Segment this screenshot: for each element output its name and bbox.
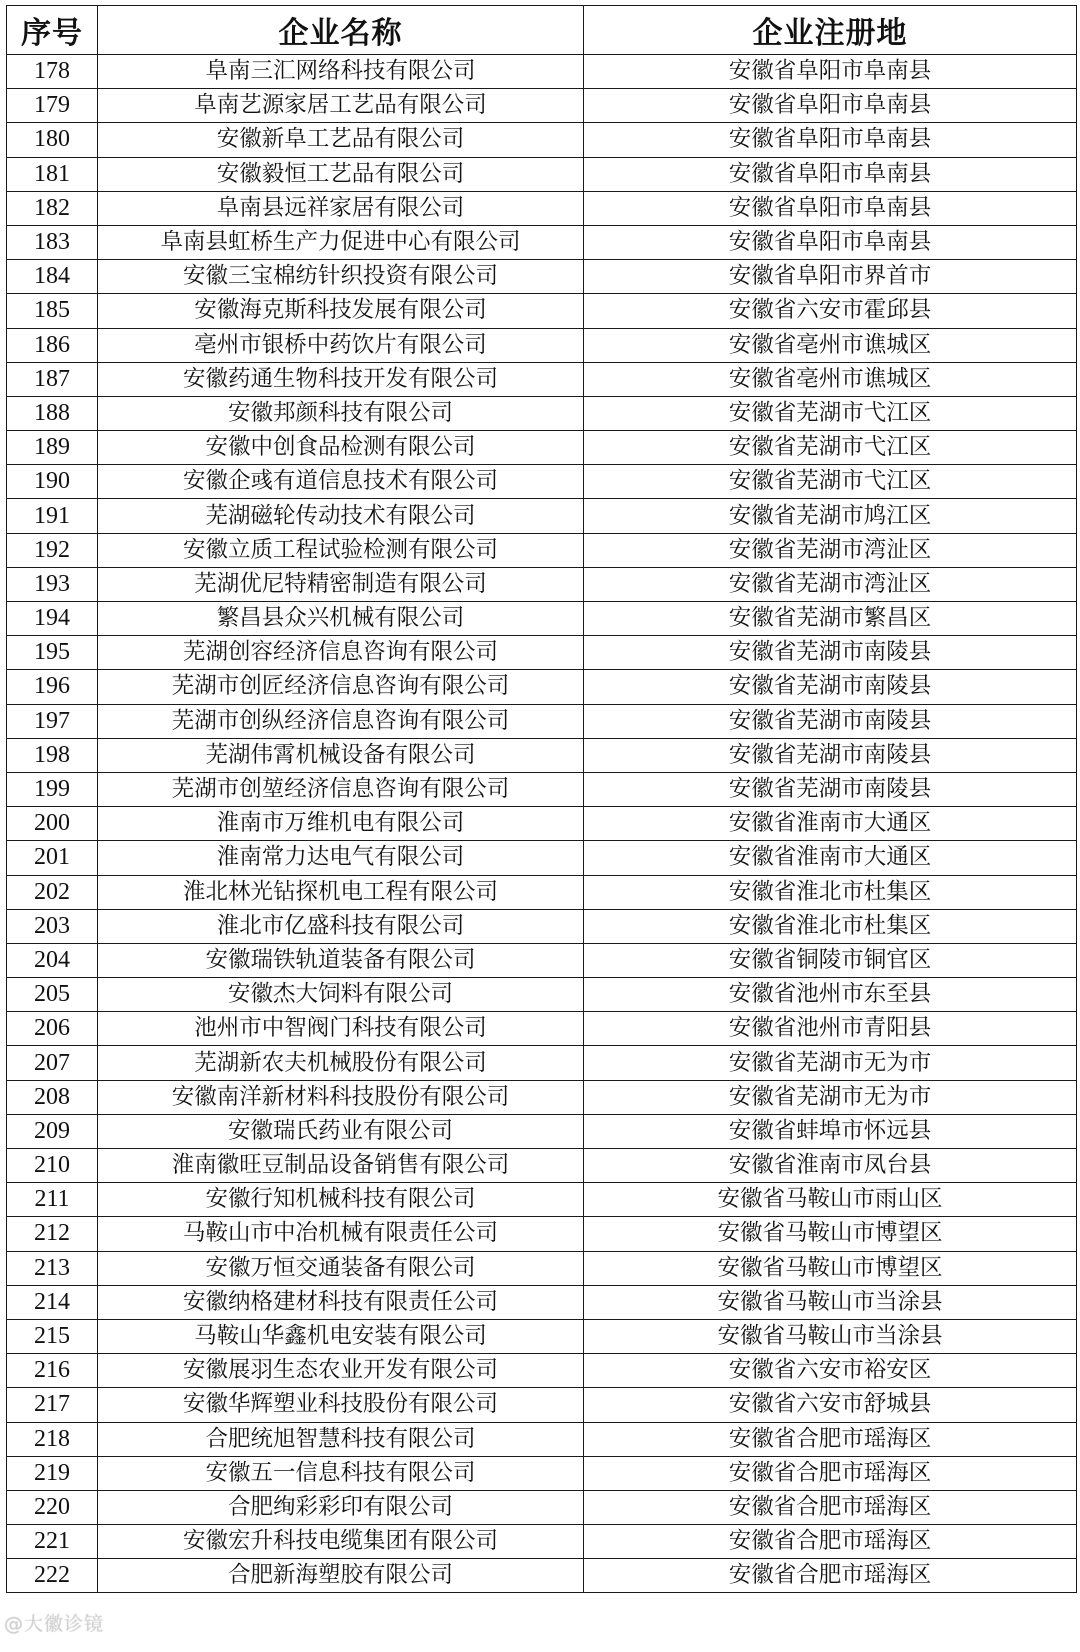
table-row	[7, 1319, 1077, 1353]
cell-enterprise-name: 安徽瑞氏药业有限公司	[98, 1114, 584, 1148]
table-row	[7, 1251, 1077, 1285]
table-row	[7, 1183, 1077, 1217]
cell-registration-place: 安徽省阜阳市阜南县	[584, 191, 1077, 225]
cell-enterprise-name: 池州市中智阀门科技有限公司	[98, 1012, 584, 1046]
header-registration-place: 企业注册地	[584, 6, 1077, 55]
cell-serial-number: 193	[7, 567, 98, 601]
cell-serial-number: 208	[7, 1080, 98, 1114]
cell-serial-number: 218	[7, 1422, 98, 1456]
cell-registration-place: 安徽省蚌埠市怀远县	[584, 1114, 1077, 1148]
cell-serial-number: 183	[7, 225, 98, 259]
cell-registration-place: 安徽省芜湖市弋江区	[584, 431, 1077, 465]
cell-registration-place: 安徽省芜湖市弋江区	[584, 396, 1077, 430]
table-row	[7, 1422, 1077, 1456]
table-row	[7, 841, 1077, 875]
table-row	[7, 533, 1077, 567]
cell-enterprise-name: 安徽三宝棉纺针织投资有限公司	[98, 260, 584, 294]
cell-serial-number: 199	[7, 772, 98, 806]
cell-enterprise-name: 安徽华辉塑业科技股份有限公司	[98, 1388, 584, 1422]
cell-enterprise-name: 合肥统旭智慧科技有限公司	[98, 1422, 584, 1456]
cell-serial-number: 185	[7, 294, 98, 328]
cell-enterprise-name: 阜南三汇网络科技有限公司	[98, 55, 584, 89]
cell-serial-number: 196	[7, 670, 98, 704]
cell-registration-place: 安徽省亳州市谯城区	[584, 362, 1077, 396]
cell-registration-place: 安徽省六安市舒城县	[584, 1388, 1077, 1422]
header-enterprise-name: 企业名称	[98, 6, 584, 55]
cell-registration-place: 安徽省淮南市大通区	[584, 807, 1077, 841]
cell-serial-number: 207	[7, 1046, 98, 1080]
table-row	[7, 875, 1077, 909]
cell-enterprise-name: 安徽药通生物科技开发有限公司	[98, 362, 584, 396]
cell-enterprise-name: 淮北林光钻探机电工程有限公司	[98, 875, 584, 909]
cell-registration-place: 安徽省池州市青阳县	[584, 1012, 1077, 1046]
table-row	[7, 465, 1077, 499]
cell-registration-place: 安徽省阜阳市阜南县	[584, 123, 1077, 157]
cell-registration-place: 安徽省芜湖市无为市	[584, 1046, 1077, 1080]
cell-registration-place: 安徽省芜湖市繁昌区	[584, 602, 1077, 636]
cell-enterprise-name: 安徽海克斯科技发展有限公司	[98, 294, 584, 328]
cell-serial-number: 184	[7, 260, 98, 294]
cell-registration-place: 安徽省淮北市杜集区	[584, 875, 1077, 909]
table-row	[7, 1012, 1077, 1046]
cell-registration-place: 安徽省亳州市谯城区	[584, 328, 1077, 362]
cell-enterprise-name: 阜南县远祥家居有限公司	[98, 191, 584, 225]
cell-serial-number: 203	[7, 909, 98, 943]
cell-registration-place: 安徽省芜湖市南陵县	[584, 636, 1077, 670]
cell-registration-place: 安徽省合肥市瑶海区	[584, 1422, 1077, 1456]
table-row	[7, 909, 1077, 943]
table-row	[7, 328, 1077, 362]
cell-serial-number: 214	[7, 1285, 98, 1319]
cell-serial-number: 178	[7, 55, 98, 89]
cell-registration-place: 安徽省芜湖市南陵县	[584, 704, 1077, 738]
cell-registration-place: 安徽省芜湖市无为市	[584, 1080, 1077, 1114]
cell-serial-number: 216	[7, 1354, 98, 1388]
cell-serial-number: 191	[7, 499, 98, 533]
cell-registration-place: 安徽省阜阳市阜南县	[584, 89, 1077, 123]
cell-serial-number: 188	[7, 396, 98, 430]
table-row	[7, 602, 1077, 636]
table-row	[7, 567, 1077, 601]
cell-registration-place: 安徽省阜阳市阜南县	[584, 55, 1077, 89]
cell-enterprise-name: 安徽邦颜科技有限公司	[98, 396, 584, 430]
cell-registration-place: 安徽省六安市霍邱县	[584, 294, 1077, 328]
cell-registration-place: 安徽省阜阳市阜南县	[584, 157, 1077, 191]
cell-enterprise-name: 芜湖磁轮传动技术有限公司	[98, 499, 584, 533]
cell-enterprise-name: 安徽新阜工艺品有限公司	[98, 123, 584, 157]
table-row	[7, 1217, 1077, 1251]
cell-registration-place: 安徽省芜湖市南陵县	[584, 772, 1077, 806]
cell-enterprise-name: 芜湖创容经济信息咨询有限公司	[98, 636, 584, 670]
cell-enterprise-name: 芜湖市创纵经济信息咨询有限公司	[98, 704, 584, 738]
cell-registration-place: 安徽省芜湖市鸠江区	[584, 499, 1077, 533]
cell-enterprise-name: 安徽五一信息科技有限公司	[98, 1456, 584, 1490]
cell-enterprise-name: 芜湖市创堃经济信息咨询有限公司	[98, 772, 584, 806]
table-row	[7, 1285, 1077, 1319]
table-row	[7, 89, 1077, 123]
cell-serial-number: 221	[7, 1525, 98, 1559]
table-row	[7, 943, 1077, 977]
cell-registration-place: 安徽省淮北市杜集区	[584, 909, 1077, 943]
table-row	[7, 636, 1077, 670]
cell-enterprise-name: 淮北市亿盛科技有限公司	[98, 909, 584, 943]
cell-serial-number: 190	[7, 465, 98, 499]
cell-enterprise-name: 繁昌县众兴机械有限公司	[98, 602, 584, 636]
cell-registration-place: 安徽省芜湖市南陵县	[584, 738, 1077, 772]
table-body	[7, 55, 1077, 1593]
cell-enterprise-name: 芜湖优尼特精密制造有限公司	[98, 567, 584, 601]
table-row	[7, 55, 1077, 89]
cell-enterprise-name: 安徽杰大饲料有限公司	[98, 978, 584, 1012]
enterprise-registry-table	[6, 5, 1077, 1593]
cell-registration-place: 安徽省芜湖市弋江区	[584, 465, 1077, 499]
table-row	[7, 1114, 1077, 1148]
cell-serial-number: 194	[7, 602, 98, 636]
cell-serial-number: 211	[7, 1183, 98, 1217]
cell-serial-number: 189	[7, 431, 98, 465]
cell-serial-number: 222	[7, 1559, 98, 1593]
table-row	[7, 1559, 1077, 1593]
cell-serial-number: 210	[7, 1149, 98, 1183]
table-row	[7, 670, 1077, 704]
cell-serial-number: 217	[7, 1388, 98, 1422]
cell-enterprise-name: 安徽立质工程试验检测有限公司	[98, 533, 584, 567]
cell-registration-place: 安徽省合肥市瑶海区	[584, 1490, 1077, 1524]
cell-serial-number: 181	[7, 157, 98, 191]
cell-enterprise-name: 安徽万恒交通装备有限公司	[98, 1251, 584, 1285]
table-row	[7, 294, 1077, 328]
table-row	[7, 1456, 1077, 1490]
cell-registration-place: 安徽省阜阳市阜南县	[584, 225, 1077, 259]
cell-enterprise-name: 芜湖市创匠经济信息咨询有限公司	[98, 670, 584, 704]
table-row	[7, 123, 1077, 157]
cell-enterprise-name: 芜湖新农夫机械股份有限公司	[98, 1046, 584, 1080]
cell-registration-place: 安徽省芜湖市湾沚区	[584, 567, 1077, 601]
cell-serial-number: 182	[7, 191, 98, 225]
cell-serial-number: 204	[7, 943, 98, 977]
cell-registration-place: 安徽省池州市东至县	[584, 978, 1077, 1012]
cell-serial-number: 200	[7, 807, 98, 841]
table-row	[7, 225, 1077, 259]
table-row	[7, 431, 1077, 465]
cell-serial-number: 219	[7, 1456, 98, 1490]
table-row	[7, 738, 1077, 772]
table-row	[7, 772, 1077, 806]
cell-serial-number: 205	[7, 978, 98, 1012]
cell-enterprise-name: 安徽南洋新材料科技股份有限公司	[98, 1080, 584, 1114]
table-row	[7, 260, 1077, 294]
cell-serial-number: 186	[7, 328, 98, 362]
cell-serial-number: 198	[7, 738, 98, 772]
cell-serial-number: 187	[7, 362, 98, 396]
cell-serial-number: 209	[7, 1114, 98, 1148]
watermark: @大徽诊镜	[4, 1613, 105, 1635]
table-row	[7, 191, 1077, 225]
cell-enterprise-name: 阜南县虹桥生产力促进中心有限公司	[98, 225, 584, 259]
table-row	[7, 1490, 1077, 1524]
table-header-row	[7, 6, 1077, 55]
cell-serial-number: 195	[7, 636, 98, 670]
cell-enterprise-name: 淮南徽旺豆制品设备销售有限公司	[98, 1149, 584, 1183]
cell-enterprise-name: 合肥绚彩彩印有限公司	[98, 1490, 584, 1524]
table-row	[7, 1354, 1077, 1388]
cell-enterprise-name: 马鞍山市中冶机械有限责任公司	[98, 1217, 584, 1251]
header-serial-number: 序号	[7, 6, 98, 55]
cell-registration-place: 安徽省合肥市瑶海区	[584, 1456, 1077, 1490]
cell-serial-number: 202	[7, 875, 98, 909]
table-row	[7, 396, 1077, 430]
table-row	[7, 807, 1077, 841]
cell-registration-place: 安徽省马鞍山市当涂县	[584, 1285, 1077, 1319]
cell-enterprise-name: 芜湖伟霄机械设备有限公司	[98, 738, 584, 772]
cell-enterprise-name: 合肥新海塑胶有限公司	[98, 1559, 584, 1593]
cell-registration-place: 安徽省马鞍山市当涂县	[584, 1319, 1077, 1353]
cell-enterprise-name: 安徽毅恒工艺品有限公司	[98, 157, 584, 191]
cell-registration-place: 安徽省马鞍山市博望区	[584, 1217, 1077, 1251]
cell-registration-place: 安徽省淮南市凤台县	[584, 1149, 1077, 1183]
cell-enterprise-name: 阜南艺源家居工艺品有限公司	[98, 89, 584, 123]
cell-enterprise-name: 安徽行知机械科技有限公司	[98, 1183, 584, 1217]
table-row	[7, 362, 1077, 396]
cell-serial-number: 206	[7, 1012, 98, 1046]
cell-registration-place: 安徽省马鞍山市博望区	[584, 1251, 1077, 1285]
cell-enterprise-name: 安徽纳格建材科技有限责任公司	[98, 1285, 584, 1319]
table-row	[7, 1080, 1077, 1114]
cell-registration-place: 安徽省合肥市瑶海区	[584, 1525, 1077, 1559]
cell-enterprise-name: 马鞍山华鑫机电安装有限公司	[98, 1319, 584, 1353]
cell-serial-number: 201	[7, 841, 98, 875]
cell-registration-place: 安徽省六安市裕安区	[584, 1354, 1077, 1388]
cell-registration-place: 安徽省铜陵市铜官区	[584, 943, 1077, 977]
cell-enterprise-name: 安徽宏升科技电缆集团有限公司	[98, 1525, 584, 1559]
cell-enterprise-name: 淮南常力达电气有限公司	[98, 841, 584, 875]
cell-registration-place: 安徽省芜湖市湾沚区	[584, 533, 1077, 567]
table-row	[7, 1525, 1077, 1559]
cell-registration-place: 安徽省合肥市瑶海区	[584, 1559, 1077, 1593]
cell-registration-place: 安徽省芜湖市南陵县	[584, 670, 1077, 704]
cell-serial-number: 213	[7, 1251, 98, 1285]
cell-serial-number: 180	[7, 123, 98, 157]
table-row	[7, 1149, 1077, 1183]
cell-serial-number: 179	[7, 89, 98, 123]
table-row	[7, 1046, 1077, 1080]
table-row	[7, 978, 1077, 1012]
cell-serial-number: 220	[7, 1490, 98, 1524]
cell-enterprise-name: 安徽瑞铁轨道装备有限公司	[98, 943, 584, 977]
cell-enterprise-name: 安徽企彧有道信息技术有限公司	[98, 465, 584, 499]
cell-serial-number: 197	[7, 704, 98, 738]
cell-enterprise-name: 安徽展羽生态农业开发有限公司	[98, 1354, 584, 1388]
cell-registration-place: 安徽省马鞍山市雨山区	[584, 1183, 1077, 1217]
cell-registration-place: 安徽省淮南市大通区	[584, 841, 1077, 875]
table-row	[7, 1388, 1077, 1422]
cell-registration-place: 安徽省阜阳市界首市	[584, 260, 1077, 294]
cell-enterprise-name: 亳州市银桥中药饮片有限公司	[98, 328, 584, 362]
cell-serial-number: 212	[7, 1217, 98, 1251]
table-row	[7, 157, 1077, 191]
cell-serial-number: 192	[7, 533, 98, 567]
cell-enterprise-name: 淮南市万维机电有限公司	[98, 807, 584, 841]
cell-enterprise-name: 安徽中创食品检测有限公司	[98, 431, 584, 465]
cell-serial-number: 215	[7, 1319, 98, 1353]
table-row	[7, 499, 1077, 533]
table-row	[7, 704, 1077, 738]
